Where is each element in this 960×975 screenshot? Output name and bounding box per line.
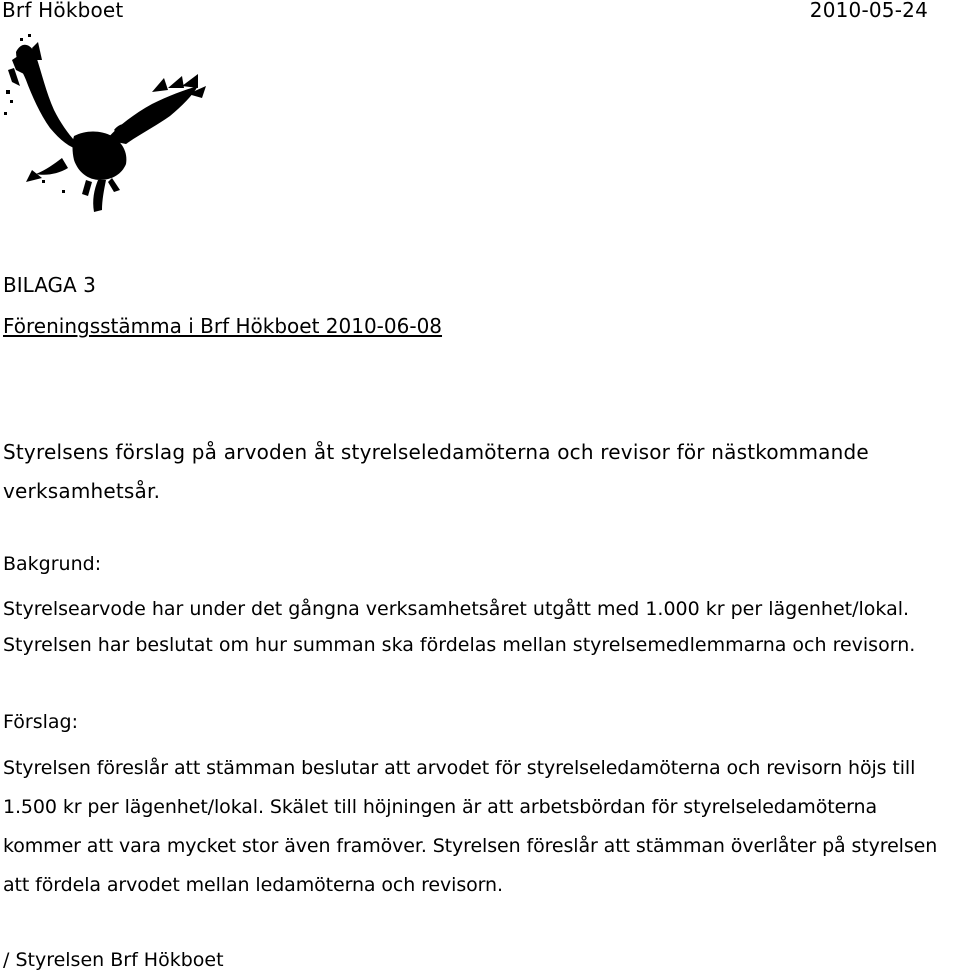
meeting-title: Föreningsstämma i Brf Hökboet 2010-06-08 bbox=[3, 314, 443, 338]
annex-label: BILAGA 3 bbox=[3, 273, 96, 297]
eagle-logo-icon bbox=[2, 30, 212, 220]
background-text: Styrelsearvode har under det gångna verksamhetsåret utgått med 1.000 kr per lägenhet/lokal. Styrelsen har beslutat om hur summan ska fördelas mellan styrelsemedlemmarna och revisorn. bbox=[3, 598, 916, 656]
proposal-text: Styrelsen föreslår att stämman beslutar att arvodet för styrelseledamöterna och revisorn höjs till 1.500 kr per lägenhet/lokal. Skälet till höjningen är att arbetsbördan för styrelseledamöterna kommer att vara mycket stor även framöver. Styrelsen föreslår att stämman överlåter på styrelsen att fördela arvodet mellan ledamöterna och revisorn. bbox=[3, 757, 938, 896]
signature: / Styrelsen Brf Hökboet bbox=[3, 949, 224, 971]
header-date: 2010-05-24 bbox=[809, 0, 928, 22]
background-heading: Bakgrund: bbox=[3, 553, 102, 575]
proposal-heading: Förslag: bbox=[3, 711, 78, 733]
header-association-name: Brf Hökboet bbox=[2, 0, 124, 22]
proposal-title: Styrelsens förslag på arvoden åt styrelseledamöterna och revisor för nästkommande verksamhetsår. bbox=[3, 440, 869, 503]
